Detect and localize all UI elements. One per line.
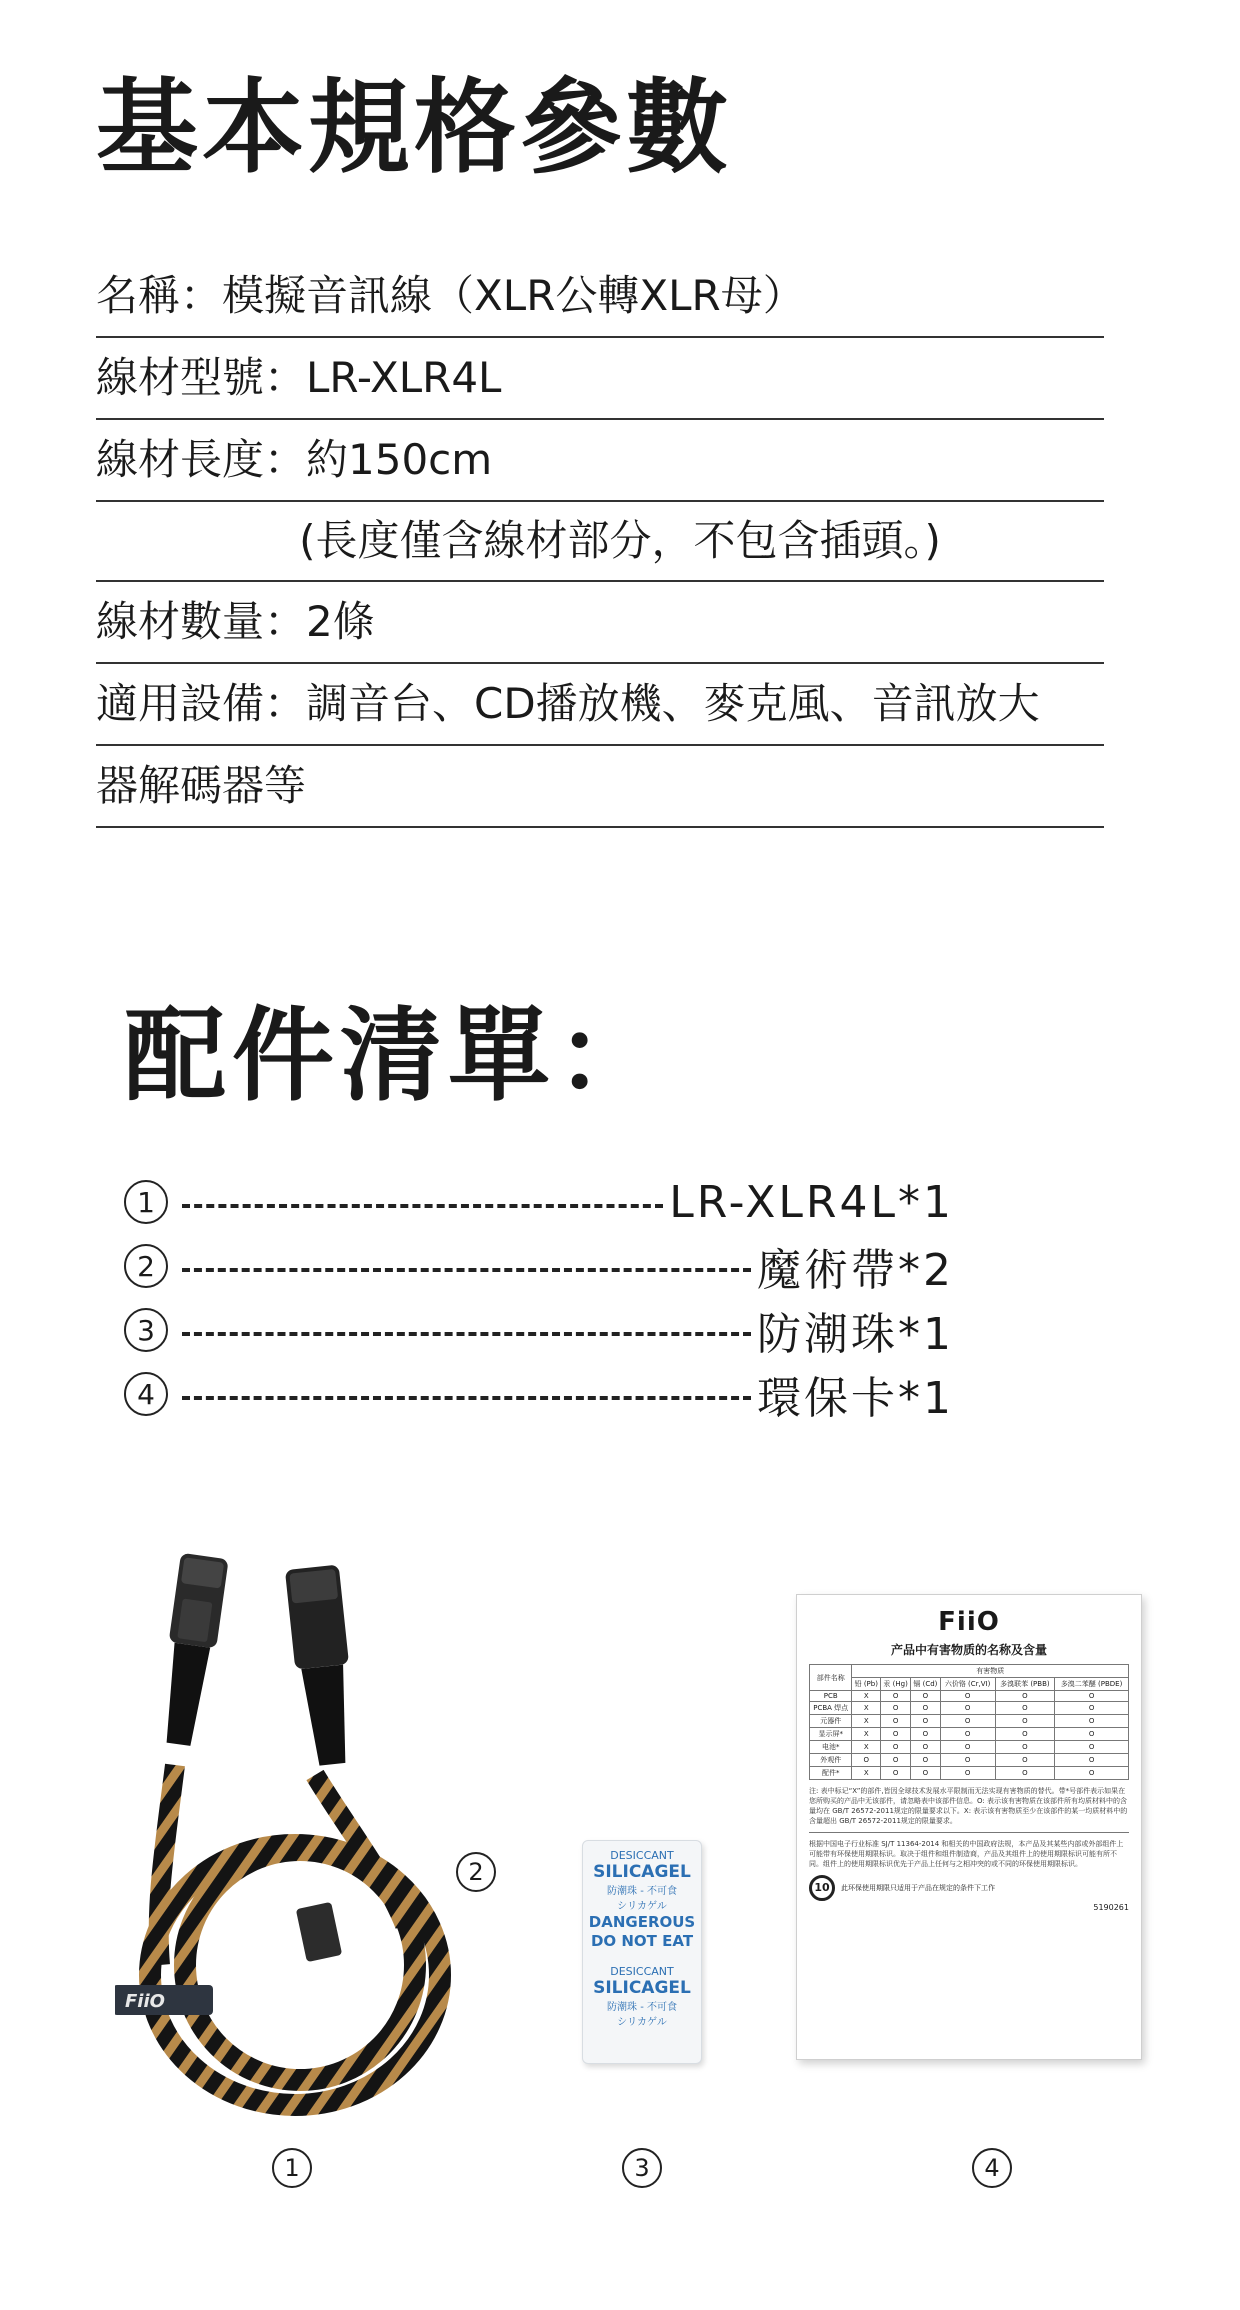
spec-value: 模擬音訊線（XLR公轉XLR母） xyxy=(222,271,805,320)
item-name: LR-XLR4L*1 xyxy=(669,1176,954,1228)
table-row xyxy=(810,1741,1129,1754)
table-cell: 显示屏* xyxy=(810,1728,852,1741)
table-cell: O xyxy=(995,1741,1055,1754)
table-cell: O xyxy=(940,1702,995,1715)
table-cell: X xyxy=(852,1715,881,1728)
table-header: 多溴二苯醚 (PBDE) xyxy=(1055,1678,1129,1691)
table-cell: O xyxy=(1055,1691,1129,1702)
table-cell: PCBA 焊点 xyxy=(810,1702,852,1715)
spec-value: 約150cm xyxy=(306,435,493,484)
packet-text: DESICCANT xyxy=(610,1849,674,1862)
item-number: 1 xyxy=(124,1180,168,1224)
table-cell: O xyxy=(940,1715,995,1728)
packet-text: 防潮珠 - 不可食 xyxy=(607,1886,677,1897)
caption-packet: 3 xyxy=(622,2148,662,2188)
card-serial: 5190261 xyxy=(1093,1902,1129,1912)
table-cell: O xyxy=(911,1754,941,1767)
accessories-list xyxy=(124,1170,954,1426)
table-header: 六价铬 (Cr,VI) xyxy=(940,1678,995,1691)
table-cell: O xyxy=(911,1702,941,1715)
table-cell: O xyxy=(911,1715,941,1728)
table-cell: O xyxy=(881,1715,911,1728)
spec-value: 2條 xyxy=(306,597,375,646)
table-row xyxy=(810,1691,1129,1702)
table-cell: O xyxy=(940,1691,995,1702)
table-cell: O xyxy=(1055,1754,1129,1767)
spec-label: 線材長度： xyxy=(96,435,307,484)
cable-photo xyxy=(115,1545,495,2125)
list-item xyxy=(124,1298,954,1362)
table-header: 有害物质 xyxy=(852,1665,1129,1678)
leader-dashes xyxy=(182,1396,751,1400)
spec-label: 線材數量： xyxy=(96,597,307,646)
table-row xyxy=(810,1702,1129,1715)
table-cell: O xyxy=(881,1754,911,1767)
packet-text: DANGEROUS xyxy=(588,1913,696,1931)
table-cell: 元器件 xyxy=(810,1715,852,1728)
table-cell: O xyxy=(881,1728,911,1741)
item-name: 環保卡*1 xyxy=(757,1373,954,1424)
caption-cable: 1 xyxy=(272,2148,312,2188)
spec-row-length xyxy=(96,420,1104,502)
spec-row-name xyxy=(96,256,1104,338)
table-row xyxy=(810,1767,1129,1780)
table-cell: O xyxy=(911,1767,941,1780)
table-cell: O xyxy=(1055,1728,1129,1741)
table-row xyxy=(810,1728,1129,1741)
cable-brand: FiiO xyxy=(125,1991,165,2012)
packet-text: DESICCANT xyxy=(610,1965,674,1978)
desiccant-packet xyxy=(582,1840,702,2064)
spec-title: 基本規格參數 xyxy=(96,69,732,188)
eco-text: 此环保使用期限只适用于产品在规定的条件下工作 xyxy=(841,1883,995,1892)
table-cell: O xyxy=(995,1754,1055,1767)
table-cell: X xyxy=(852,1767,881,1780)
table-cell: O xyxy=(911,1728,941,1741)
table-row xyxy=(810,1715,1129,1728)
leader-dashes xyxy=(182,1204,663,1208)
table-cell: X xyxy=(852,1691,881,1702)
eco-card xyxy=(796,1594,1142,2060)
spec-note: (長度僅含線材部分，不包含插頭。) xyxy=(299,516,941,565)
table-cell: O xyxy=(852,1754,881,1767)
table-row xyxy=(810,1754,1129,1767)
table-cell: O xyxy=(1055,1702,1129,1715)
caption-velcro: 2 xyxy=(456,1852,496,1892)
card-note: 注: 表中标记“X”的部件,皆因全球技术发展水平限制而无法实现有害物质的替代。带*号部件表示如果在您所购买的产品中无该部件，请忽略表中该部件信息。O: 表示该有害物质在该部件所有均质材料中的含量均在 GB/T 26572-2011规定的限量要求以下。X: 表示该有害物质至少在该部件的某一均质材料中的含量超出 GB/T 26572-2011规定的限量要求。 xyxy=(809,1787,1128,1826)
packet-text: SILICAGEL xyxy=(593,1862,691,1882)
list-item xyxy=(124,1362,954,1426)
leader-dashes xyxy=(182,1268,751,1272)
item-number: 3 xyxy=(124,1308,168,1352)
table-header: 部件名称 xyxy=(810,1665,852,1691)
table-cell: O xyxy=(940,1754,995,1767)
item-name: 魔術帶*2 xyxy=(757,1245,954,1296)
table-cell: 配件* xyxy=(810,1767,852,1780)
table-cell: O xyxy=(940,1728,995,1741)
table-cell: O xyxy=(911,1741,941,1754)
spec-label: 名稱： xyxy=(96,271,223,320)
eco-period-icon: 10 xyxy=(809,1875,835,1901)
leader-dashes xyxy=(182,1332,751,1336)
packet-text: シリカゲル xyxy=(617,2017,667,2028)
packet-text: DO NOT EAT xyxy=(590,1931,694,1950)
spec-row-model xyxy=(96,338,1104,420)
card-logo: FiiO xyxy=(938,1607,1000,1637)
table-cell: O xyxy=(1055,1715,1129,1728)
table-cell: O xyxy=(1055,1741,1129,1754)
spec-value: 調音台、CD播放機、麥克風、音訊放大 xyxy=(306,679,1040,728)
cable-icon xyxy=(115,1545,495,2125)
packet-text: 防潮珠 - 不可食 xyxy=(607,2002,677,2013)
table-cell: O xyxy=(995,1767,1055,1780)
spec-list xyxy=(96,256,1104,828)
card-note-2: 根据中国电子行业标准 SJ/T 11364-2014 和相关的中国政府法规，本产品及其某些内部或外部组件上可能带有环保使用期限标识。取决于组件和组件制造商，产品及其组件上的使用期限标识可能有所不同。组件上的使用期限标识优先于产品上任何与之相冲突的或不同的环保使用期限标识。 xyxy=(809,1839,1124,1868)
list-item xyxy=(124,1234,954,1298)
table-cell: O xyxy=(995,1702,1055,1715)
table-cell: O xyxy=(940,1741,995,1754)
packet-text: シリカゲル xyxy=(617,1901,667,1912)
table-header: 镉 (Cd) xyxy=(911,1678,941,1691)
table-cell: O xyxy=(940,1767,995,1780)
table-cell: O xyxy=(881,1691,911,1702)
table-cell: 电池* xyxy=(810,1741,852,1754)
item-name: 防潮珠*1 xyxy=(757,1309,954,1360)
table-header: 铅 (Pb) xyxy=(852,1678,881,1691)
table-cell: O xyxy=(881,1741,911,1754)
spec-label: 線材型號： xyxy=(96,353,307,402)
hazard-table xyxy=(809,1664,1129,1780)
spec-label: 適用設備： xyxy=(96,679,307,728)
card-title: 产品中有害物质的名称及含量 xyxy=(890,1643,1047,1657)
caption-card: 4 xyxy=(972,2148,1012,2188)
table-cell: X xyxy=(852,1728,881,1741)
table-header: 汞 (Hg) xyxy=(881,1678,911,1691)
table-header: 多溴联苯 (PBB) xyxy=(995,1678,1055,1691)
table-cell: O xyxy=(995,1728,1055,1741)
accessories-title: 配件清單： xyxy=(124,997,664,1116)
table-cell: X xyxy=(852,1741,881,1754)
table-cell: O xyxy=(995,1715,1055,1728)
item-number: 2 xyxy=(124,1244,168,1288)
table-cell: PCB xyxy=(810,1691,852,1702)
spec-row-devices-cont xyxy=(96,746,1104,828)
spec-value: LR-XLR4L xyxy=(306,353,502,402)
table-cell: O xyxy=(1055,1767,1129,1780)
table-cell: 外观件 xyxy=(810,1754,852,1767)
card-footer xyxy=(809,1875,1129,1901)
table-cell: O xyxy=(881,1767,911,1780)
packet-text: SILICAGEL xyxy=(593,1978,691,1998)
list-item xyxy=(124,1170,954,1234)
table-cell: O xyxy=(995,1691,1055,1702)
table-cell: O xyxy=(881,1702,911,1715)
spec-row-quantity xyxy=(96,582,1104,664)
table-cell: O xyxy=(911,1691,941,1702)
table-cell: X xyxy=(852,1702,881,1715)
spec-row-devices xyxy=(96,664,1104,746)
spec-row-length-note xyxy=(96,502,1104,582)
spec-value: 器解碼器等 xyxy=(96,761,307,810)
item-number: 4 xyxy=(124,1372,168,1416)
